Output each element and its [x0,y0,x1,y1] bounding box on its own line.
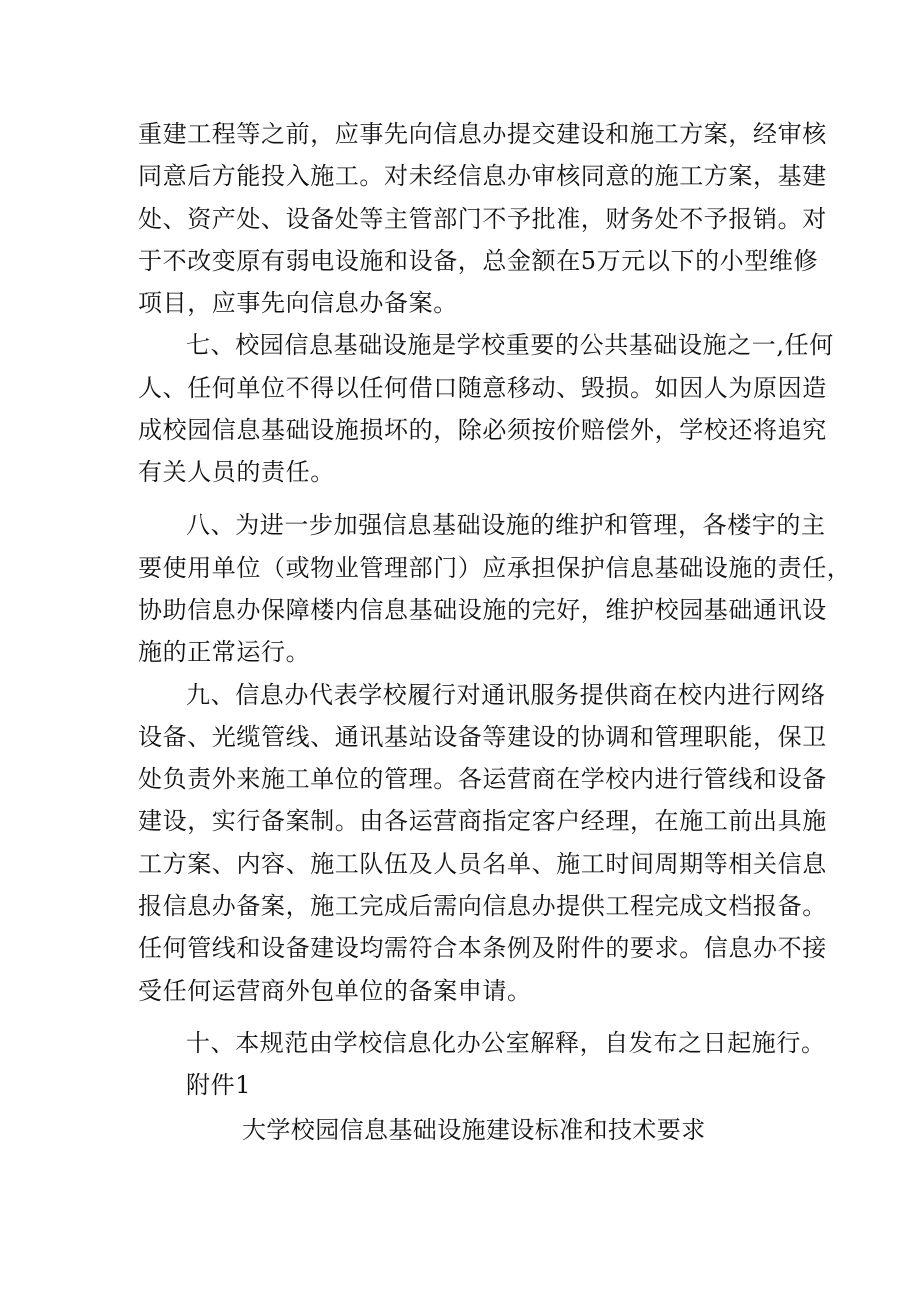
body-line: 要使用单位（或物业管理部门）应承担保护信息基础设施的责任， [138,554,852,582]
body-line: 协助信息办保障楼内信息基础设施的完好，维护校园基础通讯设 [138,596,827,624]
body-line: 同意后方能投入施工。对未经信息办审核同意的施工方案，基建 [138,162,827,190]
body-line: 任何管线和设备建设均需符合本条例及附件的要求。信息办不接 [138,934,827,962]
body-line: 于不改变原有弱电设施和设备，总金额在5万元以下的小型维修 [138,247,819,275]
body-line: 建设，实行备案制。由各运营商指定客户经理，在施工前出具施 [138,807,827,835]
body-line: 项目，应事先向信息办备案。 [138,289,458,317]
body-line: 重建工程等之前，应事先向信息办提交建设和施工方案，经审核 [138,120,827,148]
body-line: 工方案、内容、施工队伍及人员名单、施工时间周期等相关信息 [138,850,827,878]
body-line: 受任何运营商外包单位的备案申请。 [138,977,532,1005]
paragraph-nine-start: 九、信息办代表学校履行对通讯服务提供商在校内进行网络 [186,681,826,709]
body-line: 有关人员的责任。 [138,458,335,486]
paragraph-ten: 十、本规范由学校信息化办公室解释，自发布之日起施行。 [186,1029,826,1057]
body-line: 设备、光缆管线、通讯基站设备等建设的协调和管理职能，保卫 [138,723,827,751]
body-line: 报信息办备案，施工完成后需向信息办提供工程完成文档报备。 [138,892,827,920]
paragraph-seven-start: 七、校园信息基础设施是学校重要的公共基础设施之一,任何 [186,331,834,359]
attachment-title: 大学校园信息基础设施建设标准和技术要求 [242,1116,706,1144]
body-line: 处负责外来施工单位的管理。各运营商在学校内进行管线和设备 [138,765,827,793]
paragraph-eight-start: 八、为进一步加强信息基础设施的维护和管理，各楼宇的主 [186,511,826,539]
body-line: 施的正常运行。 [138,638,311,666]
attachment-label: 附件1 [186,1071,252,1099]
body-line: 处、资产处、设备处等主管部门不予批准，财务处不予报销。对 [138,205,827,233]
body-line: 人、任何单位不得以任何借口随意移动、毁损。如因人为原因造 [138,374,827,402]
body-line: 成校园信息基础设施损坏的，除必须按价赔偿外，学校还将追究 [138,416,827,444]
